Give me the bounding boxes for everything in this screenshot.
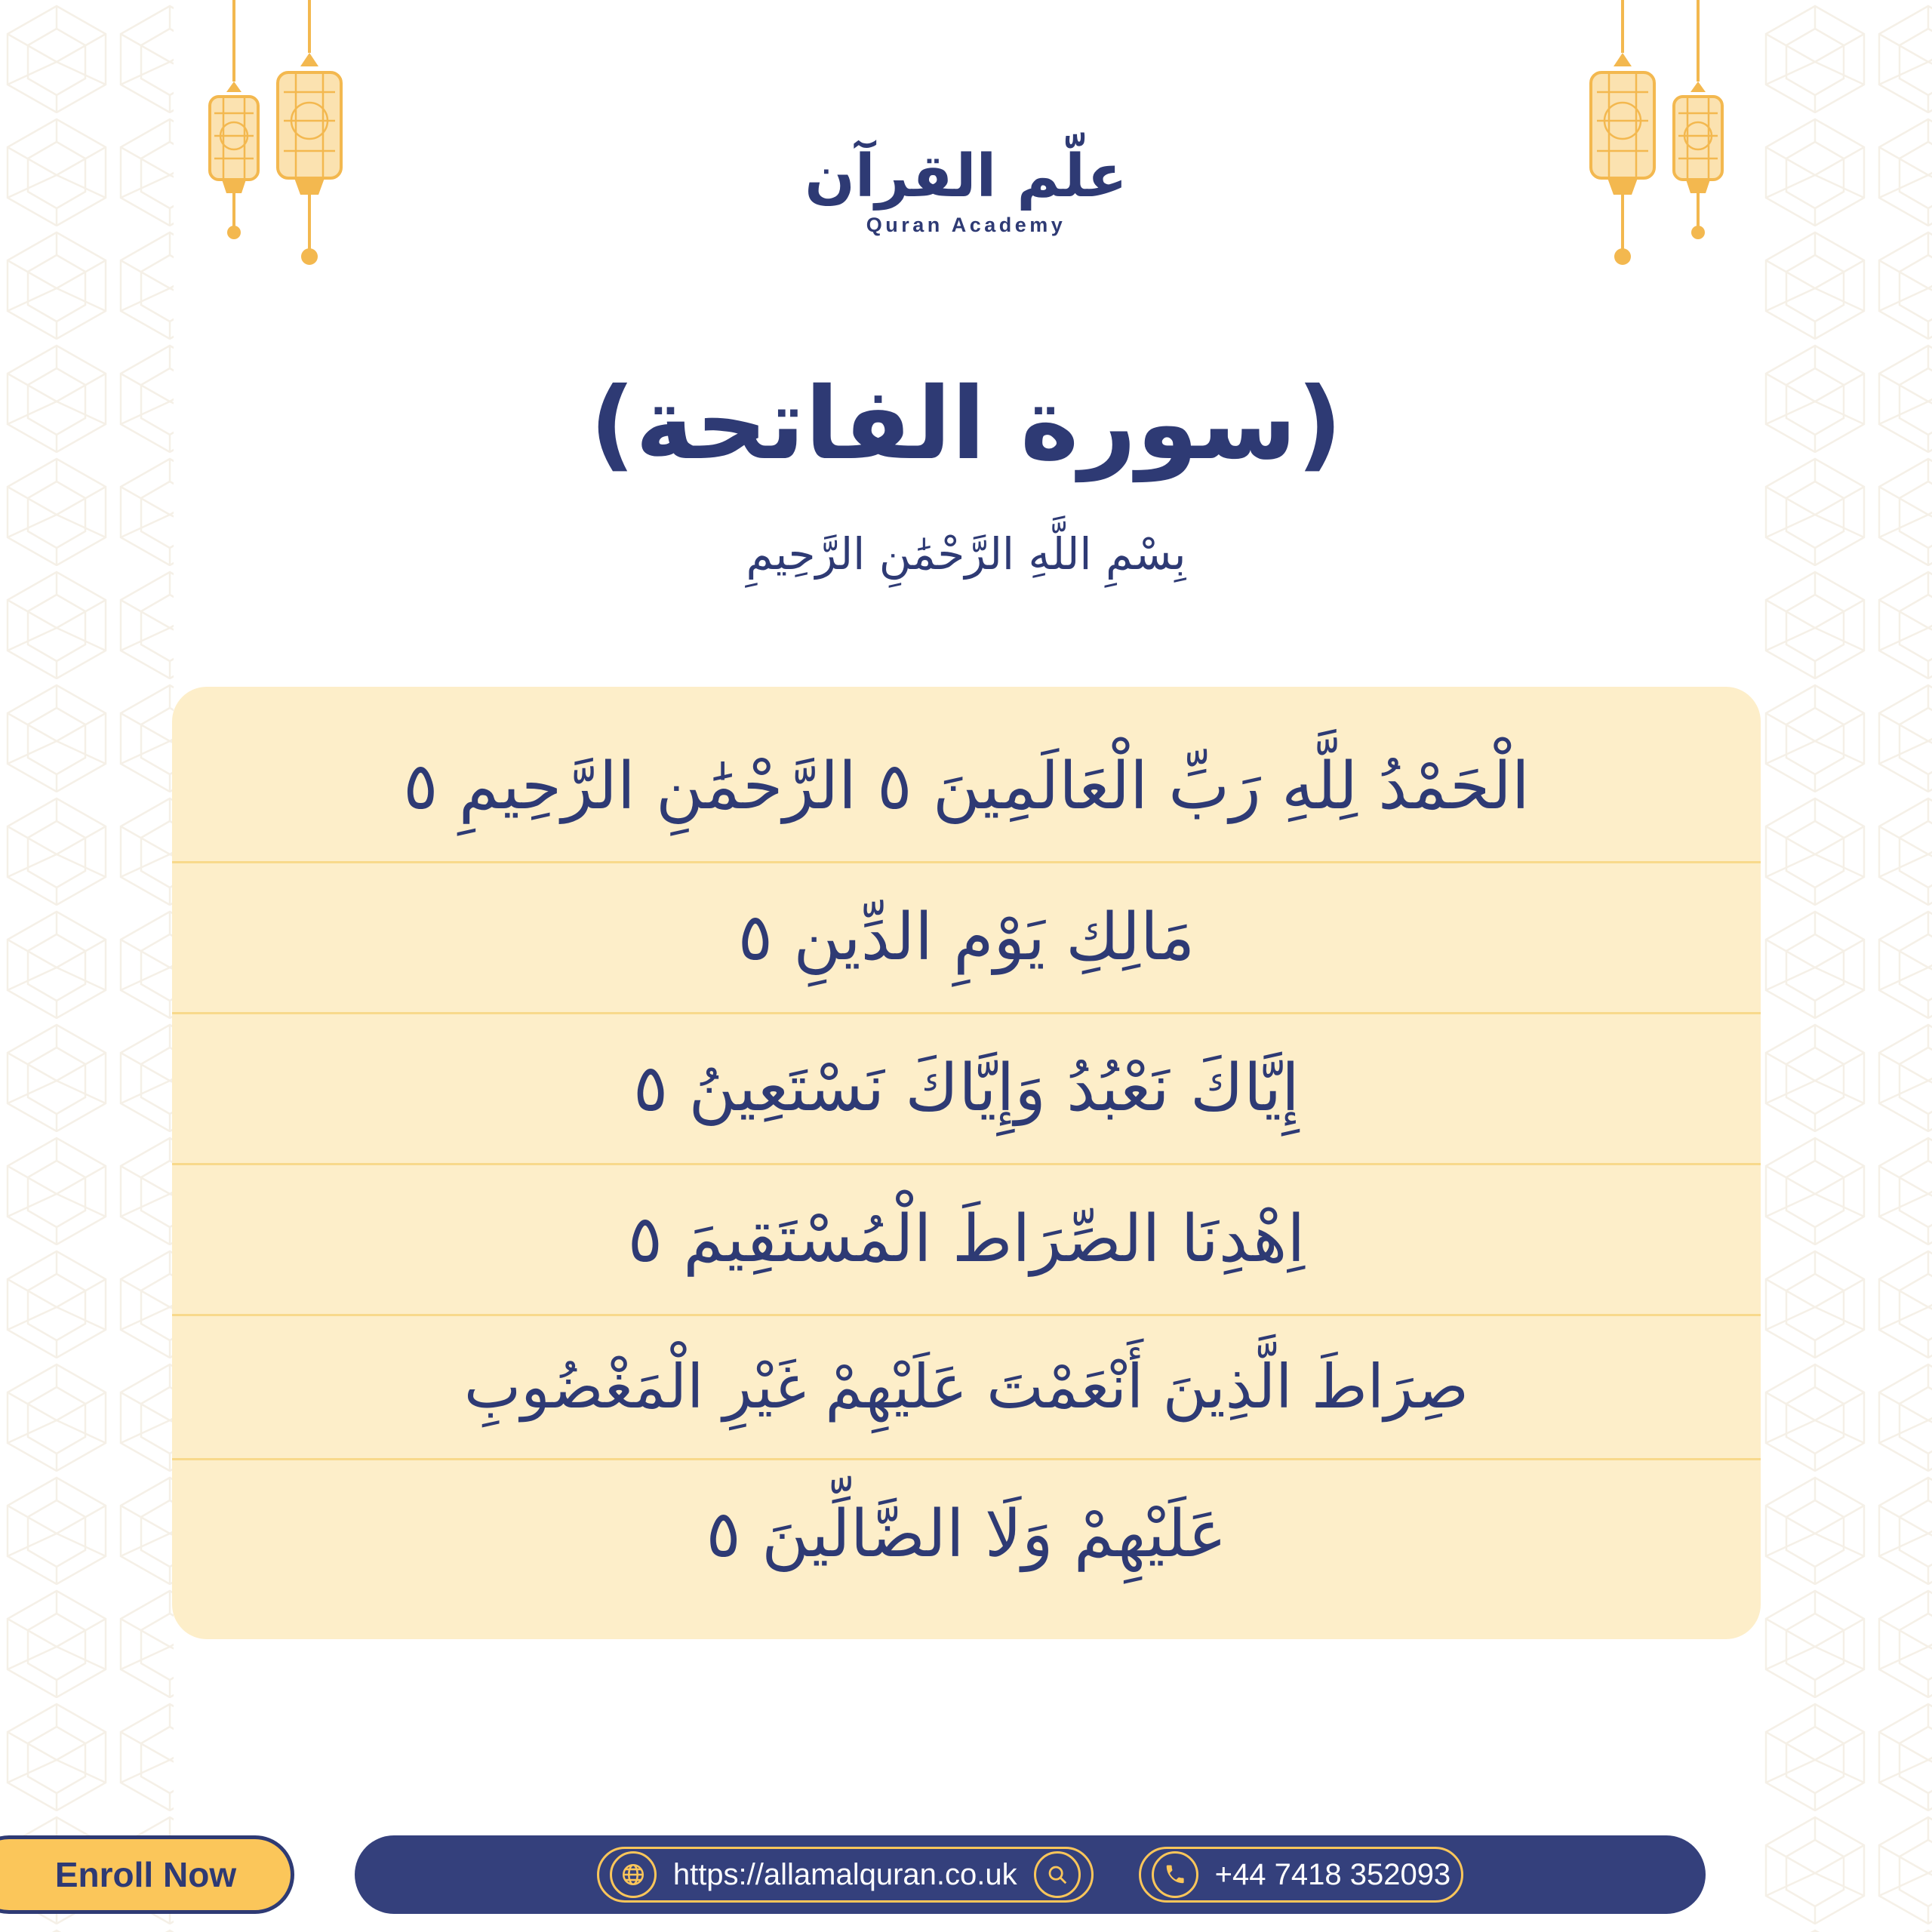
background-pattern-right: [1758, 0, 1932, 1932]
ayah-line: صِرَاطَ الَّذِينَ أَنْعَمْتَ عَلَيْهِمْ غَيْرِ الْمَغْضُوبِ: [172, 1316, 1761, 1460]
website-link[interactable]: [597, 1847, 1094, 1903]
logo-subtitle: Quran Academy: [866, 214, 1066, 236]
phone-link[interactable]: [1139, 1847, 1464, 1903]
basmala-text: بِسْمِ اللَّهِ الرَّحْمَٰنِ الرَّحِيمِ: [746, 528, 1186, 580]
ayah-line: إِيَّاكَ نَعْبُدُ وَإِيَّاكَ نَسْتَعِينُ ٥: [172, 1014, 1761, 1165]
background-pattern-left: [0, 0, 174, 1932]
globe-icon: [610, 1851, 657, 1898]
footer-bar: [0, 1811, 1932, 1932]
enroll-now-button[interactable]: [0, 1835, 294, 1914]
ayah-panel: [172, 687, 1761, 1639]
ayah-line: الْحَمْدُ لِلَّهِ رَبِّ الْعَالَمِينَ ٥ الرَّحْمَٰنِ الرَّحِيمِ ٥: [172, 712, 1761, 863]
search-icon[interactable]: [1034, 1851, 1081, 1898]
brand-logo: [0, 143, 1932, 237]
ayah-line: عَلَيْهِمْ وَلَا الضَّالِّينَ ٥: [706, 1497, 1227, 1572]
website-url: https://allamalquran.co.uk: [672, 1857, 1017, 1891]
logo-arabic-text: علّم القرآن: [804, 143, 1128, 211]
phone-number: +44 7418 352093: [1214, 1857, 1451, 1891]
enroll-now-label: Enroll Now: [54, 1855, 237, 1894]
ayah-line: اِهْدِنَا الصِّرَاطَ الْمُسْتَقِيمَ ٥: [172, 1165, 1761, 1316]
page-title: (سورة الفاتحة): [589, 366, 1343, 482]
contact-bar: [355, 1835, 1706, 1914]
ayah-line: مَالِكِ يَوْمِ الدِّينِ ٥: [172, 863, 1761, 1014]
phone-icon: [1152, 1851, 1198, 1898]
